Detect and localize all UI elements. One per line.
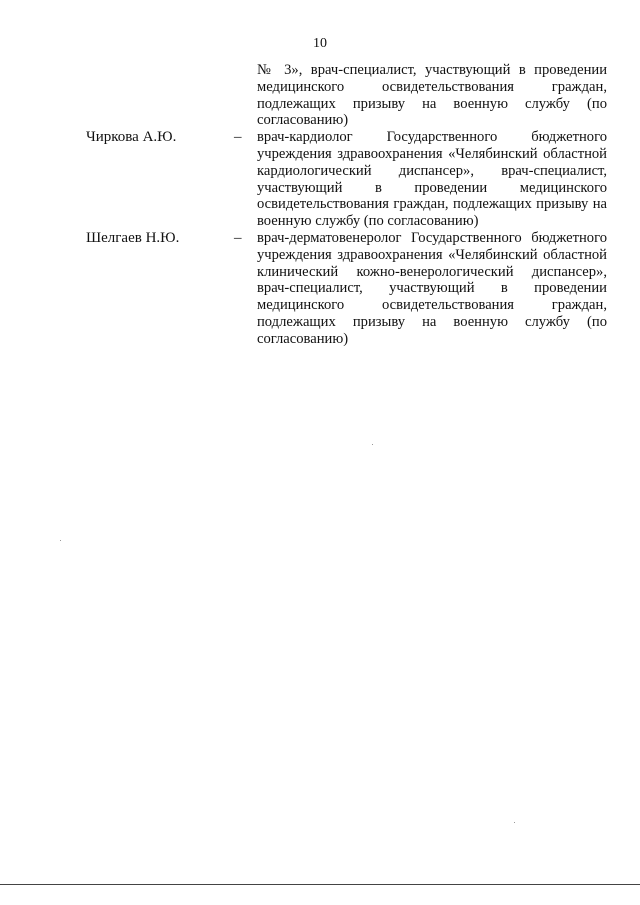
member-description: № 3», врач-специалист, участвующий в проведении медицинского освидетельствования граждан, подлежащих призыву на военную службу (по согласованию): [257, 62, 607, 129]
member-description: врач-кардиолог Государственного бюджетного учреждения здравоохранения «Челябинский областной кардиологический диспансер», врач-специалист, участвующий в проведении медицинского освидетельствования граждан, подлежащих призыву на военную службу (по согласованию): [257, 129, 607, 230]
page-bottom-edge: [0, 884, 640, 885]
entry-dash: –: [234, 129, 242, 146]
page-number: 10: [313, 36, 327, 51]
scan-speck: [514, 822, 515, 823]
scan-speck: [372, 444, 373, 445]
list-entry-shelgaev: [0, 230, 640, 348]
member-name: Шелгаев Н.Ю.: [86, 229, 180, 246]
scan-speck: [60, 540, 61, 541]
list-entry-continuation: [0, 62, 640, 129]
member-list: [0, 62, 640, 348]
list-entry-chirkova: [0, 129, 640, 230]
member-description: врач-дерматовенеролог Государственного бюджетного учреждения здравоохранения «Челябинский областной клинический кожно-венерологический диспансер», врач-специалист, участвующий в проведении медицинского освидетельствования граждан, подлежащих призыву на военную службу (по согласованию): [257, 229, 607, 347]
entry-dash: –: [234, 229, 242, 246]
member-name: Чиркова А.Ю.: [86, 129, 177, 146]
